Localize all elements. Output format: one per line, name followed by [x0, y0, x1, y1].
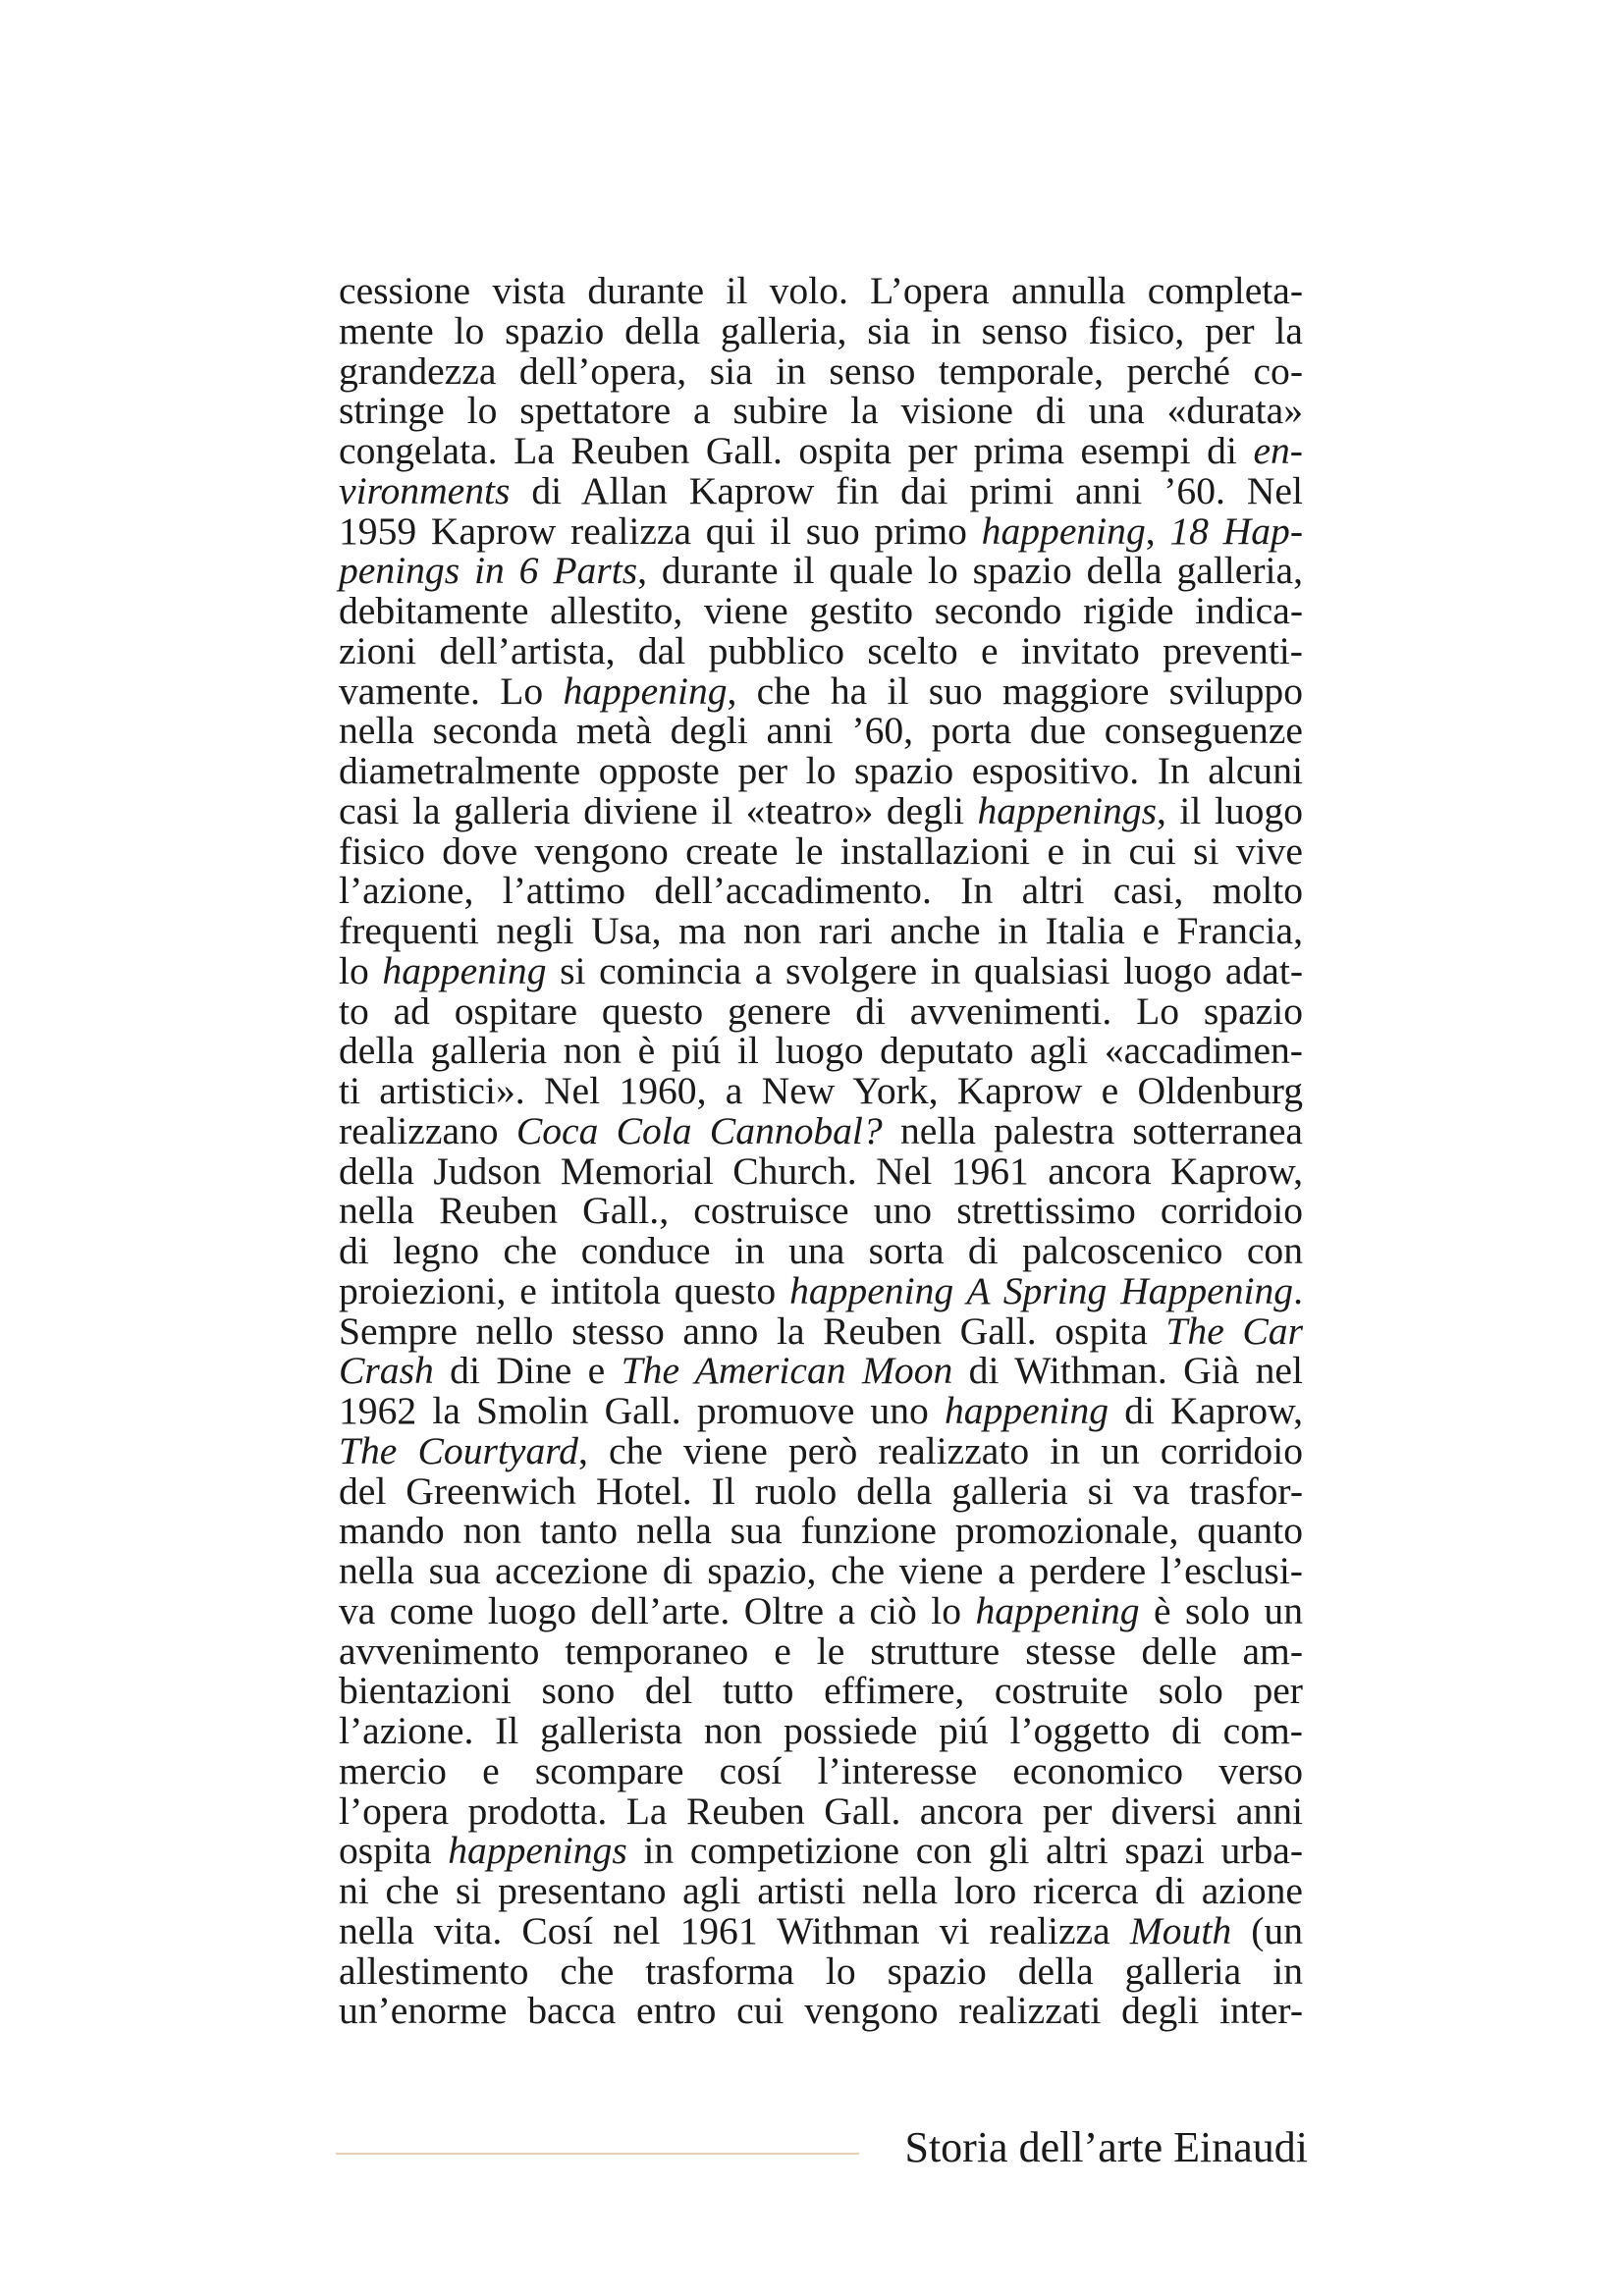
text-line: [339, 271, 1303, 311]
text-run: diametralmente opposte per lo spazio espositivo. In alcuni: [339, 749, 1303, 792]
text-run: , il luogo: [1156, 788, 1304, 832]
text-run: frequenti negli Usa, ma non rari anche in Italia e Francia,: [339, 909, 1303, 952]
text-line: [339, 788, 1304, 832]
text-line: [339, 1631, 1303, 1672]
text-run: in competizione con gli altri spazi urba-: [626, 1829, 1304, 1873]
text-line: [339, 828, 1303, 873]
text-line: [339, 1748, 1303, 1792]
text-line: [339, 1511, 1303, 1551]
text-run: Sempre nello stesso anno la Reuben Gall. ospita: [339, 1308, 1166, 1353]
text-line: [339, 1908, 1303, 1952]
body-paragraph: [339, 271, 1303, 2031]
text-run: del Greenwich Hotel. Il ruolo della galleria si va trasfor-: [339, 1468, 1303, 1513]
text-line: [339, 1711, 1303, 1751]
text-run: l’azione, l’attimo dell’accadimento. In altri casi, molto: [339, 869, 1303, 913]
text-line: [339, 508, 1303, 553]
footer-title: Storia dell’arte Einaudi: [904, 2123, 1308, 2171]
text-run: zioni dell’artista, dal pubblico scelto e invitato preventi-: [339, 628, 1303, 672]
text-line: [339, 1991, 1303, 2031]
text-line: [339, 468, 1303, 512]
text-run: grandezza dell’opera, sia in senso temporale, perché co-: [339, 348, 1303, 393]
italic-run: The Courtyard: [339, 1428, 578, 1472]
italic-run: 18 Hap-: [1169, 508, 1303, 553]
text-line: [339, 668, 1303, 713]
text-line: [339, 1268, 1303, 1312]
italic-run: happening: [944, 1389, 1109, 1432]
text-run: mente lo spazio della galleria, sia in senso fisico, per la: [339, 308, 1303, 352]
text-line: [339, 751, 1303, 791]
text-run: casi la galleria diviene il «teatro» degli: [339, 788, 978, 832]
text-line: [339, 628, 1303, 672]
text-line: [339, 1671, 1303, 1711]
italic-run: Coca Cola Cannobal?: [515, 1108, 883, 1152]
text-run: debitamente allestito, viene gestito secondo rigide indica-: [339, 589, 1303, 632]
text-line: [339, 1351, 1303, 1391]
text-run: nella seconda metà degli anni ’60, porta due conseguenze: [339, 709, 1303, 753]
text-run: di Allan Kaprow fin dai primi anni ’60. Nel: [510, 468, 1303, 512]
text-line: [339, 711, 1303, 751]
text-run: è solo un: [1139, 1588, 1303, 1632]
italic-run: Crash: [339, 1349, 434, 1393]
text-line: [339, 1231, 1303, 1271]
text-run: , durante il quale lo spazio della galleria,: [637, 549, 1303, 593]
text-line: [339, 1551, 1303, 1591]
text-run: di Kaprow,: [1109, 1389, 1303, 1432]
text-line: [339, 1871, 1303, 1911]
text-run: di legno che conduce in una sorta di palcoscenico con: [339, 1229, 1303, 1272]
text-line: [339, 1031, 1303, 1071]
text-run: nella palestra sotterranea: [882, 1108, 1304, 1152]
text-line: [339, 871, 1303, 911]
italic-run: The Car: [1165, 1308, 1303, 1353]
text-line: [339, 551, 1303, 591]
text-run: proiezioni, e intitola questo: [339, 1268, 790, 1312]
text-line: [339, 948, 1304, 992]
text-run: nella sua accezione di spazio, che viene a perdere l’esclusi-: [339, 1549, 1303, 1592]
page-footer: [336, 2120, 1308, 2179]
text-line: [339, 1108, 1304, 1152]
italic-run: penings in 6 Parts: [339, 549, 638, 593]
text-line: [339, 988, 1303, 1033]
text-run: (un: [1231, 1908, 1303, 1952]
text-line: [339, 391, 1303, 431]
text-line: [339, 308, 1303, 352]
italic-run: happening: [382, 948, 547, 992]
text-line: [339, 1308, 1303, 1353]
text-run: cessione vista durante il volo. L’opera annulla completa-: [339, 269, 1303, 312]
text-line: [339, 1391, 1303, 1431]
text-run: l’opera prodotta. La Reuben Gall. ancora per diversi anni: [339, 1789, 1303, 1833]
text-line: [339, 431, 1303, 471]
text-line: [339, 348, 1303, 393]
italic-run: vironments: [339, 468, 511, 512]
italic-run: en-: [1253, 429, 1303, 472]
text-line: [339, 1148, 1303, 1193]
text-line: [339, 1951, 1303, 1992]
text-run: allestimento che trasforma lo spazio della galleria in: [339, 1949, 1303, 1993]
text-run: nella vita. Cosí nel 1961 Withman vi realizza: [339, 1908, 1130, 1952]
text-line: [339, 1191, 1303, 1231]
text-run: di Withman. Già nel: [952, 1349, 1303, 1393]
text-run: nella Reuben Gall., costruisce uno strettissimo corridoio: [339, 1189, 1303, 1233]
text-run: va come luogo dell’arte. Oltre a ciò lo: [339, 1588, 976, 1632]
text-run: fisico dove vengono create le installazioni e in cui si vive: [339, 828, 1303, 873]
text-run: lo: [339, 948, 383, 992]
text-line: [339, 591, 1303, 631]
italic-run: happening: [975, 1588, 1140, 1632]
text-line: [339, 1588, 1303, 1632]
text-run: mando non tanto nella sua funzione promozionale, quanto: [339, 1509, 1303, 1553]
text-line: [339, 1831, 1303, 1871]
text-run: ,: [1145, 508, 1170, 553]
text-run: l’azione. Il gallerista non possiede piú l’oggetto di com-: [339, 1709, 1303, 1752]
text-line: [339, 1791, 1303, 1832]
text-run: si comincia a svolgere in qualsiasi luogo adat-: [546, 948, 1304, 992]
italic-run: happening: [563, 668, 728, 713]
italic-run: happenings: [448, 1829, 627, 1873]
text-line: [339, 1468, 1303, 1513]
text-line: [339, 1071, 1303, 1111]
text-run: 1962 la Smolin Gall. promuove uno: [339, 1389, 945, 1432]
text-run: un’enorme bacca entro cui vengono realizzati degli inter-: [339, 1989, 1303, 2033]
text-line: [339, 1428, 1304, 1472]
text-run: realizzano: [339, 1108, 516, 1152]
text-run: , che viene però realizzato in un corridoio: [577, 1428, 1304, 1472]
footer-rule: [336, 2153, 859, 2155]
text-run: , che ha il suo maggiore sviluppo: [727, 668, 1303, 713]
text-run: ti artistici». Nel 1960, a New York, Kaprow e Oldenburg: [339, 1069, 1303, 1112]
italic-run: happenings: [977, 788, 1157, 832]
text-run: ospita: [339, 1829, 449, 1873]
text-run: avvenimento temporaneo e le strutture stesse delle am-: [339, 1629, 1303, 1673]
italic-run: Mouth: [1129, 1908, 1232, 1952]
text-run: ni che si presentano agli artisti nella loro ricerca di azione: [339, 1869, 1303, 1912]
italic-run: happening: [981, 508, 1146, 553]
italic-run: The American Moon: [621, 1349, 953, 1393]
italic-run: happening A Spring Happening: [789, 1268, 1294, 1312]
text-run: to ad ospitare questo genere di avvenimenti. Lo spazio: [339, 988, 1303, 1033]
text-run: stringe lo spettatore a subire la visione di una «durata»: [339, 389, 1303, 433]
text-run: vamente. Lo: [339, 668, 564, 713]
text-run: 1959 Kaprow realizza qui il suo primo: [339, 508, 982, 553]
text-run: della galleria non è piú il luogo deputato agli «accadimen-: [339, 1029, 1303, 1073]
text-run: mercio e scompare cosí l’interesse economico verso: [339, 1748, 1303, 1792]
text-run: della Judson Memorial Church. Nel 1961 ancora Kaprow,: [339, 1148, 1303, 1193]
text-run: .: [1293, 1268, 1303, 1312]
text-line: [339, 911, 1303, 951]
text-run: di Dine e: [433, 1349, 622, 1393]
text-run: bientazioni sono del tutto effimere, costruite solo per: [339, 1669, 1303, 1713]
text-run: congelata. La Reuben Gall. ospita per prima esempi di: [339, 429, 1254, 472]
